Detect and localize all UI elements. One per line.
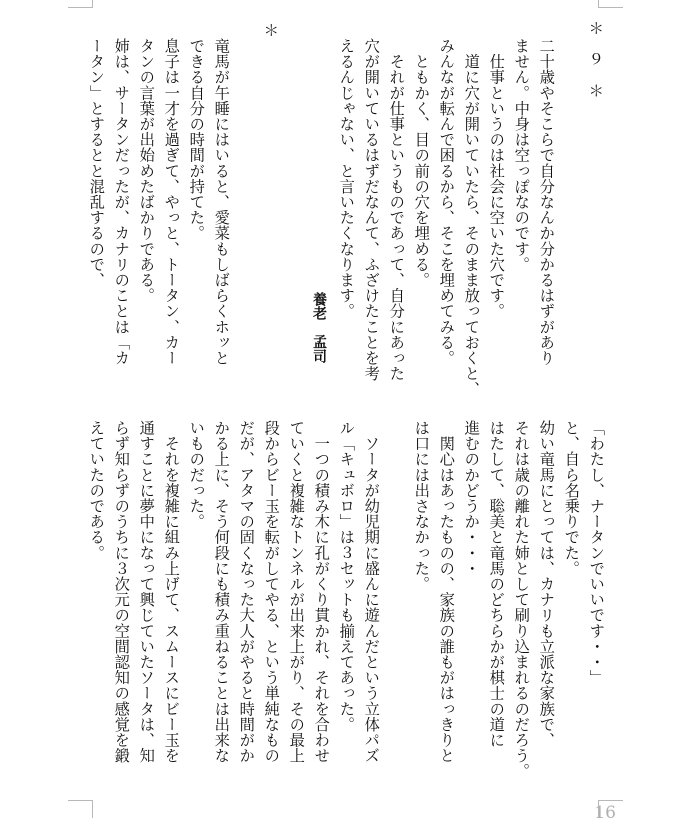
corner-mark-top-left-h [68,7,93,8]
text-column: ともかく、目の前の穴を埋める。 [412,38,431,288]
text-column: それを複雑に組み上げて、スムースにビー玉を [162,420,181,764]
corner-mark-bottom-right-h [598,800,623,801]
text-column: ル「キュボロ」は３セットも揃えてあった。 [337,420,356,732]
text-column: 穴が開いているはずだなんて、ふざけたことを考 [362,38,381,382]
author-name: 養老 孟司 [311,292,327,364]
text-column: できる自分の時間が持てた。 [187,38,206,241]
text-column: 通すことに夢中になって興じていたソータは、知 [137,420,156,764]
page-number: 16 [594,803,616,823]
text-column: かる上に、そう何段にも積み重ねることは出来な [212,420,231,764]
corner-mark-bottom-left-h [68,800,93,801]
corner-mark-top-right-v [598,0,599,8]
text-column: タンの言葉が出始めたばかりである。 [137,38,156,304]
text-column: ＊ ９ ＊ [586,20,605,98]
text-column: みんなが転んで困るから、そこを埋めてみる。 [437,38,456,366]
text-column: らず知らずのうちに３次元の空間認知の感覚を鍛 [112,420,131,764]
text-column: 二十歳やそこらで自分なんか分かるはずがあり [537,38,556,366]
text-column: 段からビー玉を転がしてやる、という単純なもの [262,420,281,764]
text-column: 関心はあったものの、家族の誰もがはっきりと [437,420,456,764]
text-column: 仕事というのは社会に空いた穴です。 [487,38,506,319]
text-column: 幼い竜馬にとっては、カナリも立派な家族で、 [537,420,556,748]
corner-mark-top-left-v [92,0,93,8]
text-column: ていくと複雑なトンネルが出来上がり、その最上 [287,420,306,764]
text-column: ＊ [261,22,280,38]
text-column: 一つの積み木に孔がくり貫かれ、それを合わせ [312,420,331,764]
corner-mark-bottom-left-v [92,800,93,818]
text-column: は口には出さなかった。 [412,420,431,592]
corner-mark-top-right-h [598,7,623,8]
text-column: えるんじゃない、と言いたくなります。 [337,38,356,319]
text-column: ソータが幼児期に盛んに遊んだという立体パズ [362,420,381,764]
text-column: ータン」とするとと混乱するので、 [87,38,106,288]
text-column: いものだった。 [187,420,206,530]
text-column: 「わたし、ナータンでいいです・・」 [587,420,606,686]
text-column: と、自ら名乗りでた。 [562,420,581,576]
text-column: それは歳の離れた姉として刷り込まれるのだろう。 [512,420,531,779]
text-column: 姉は、サータンだったが、カナリのことは「カ [112,38,131,366]
text-column: えていたのである。 [87,420,106,561]
text-column: 道に穴が開いていたら、そのまま放っておくと、 [462,38,481,397]
text-column: 進むのかどうか・・・ [462,420,481,576]
text-column: ません。中身は空っぽなのです。 [512,38,531,272]
text-column: 竜馬が午睡にはいると、愛菜もしばらくホッと [212,38,231,366]
text-column: だが、アタマの固くなった大人がやると時間がか [237,420,256,764]
text-column: それが仕事というものであって、自分にあった [387,38,406,382]
text-column: 息子は一才を過ぎて、やっと、トータン、カー [162,38,181,366]
text-column: はたして、聡美と竜馬のどちらかが棋士の道に [487,420,506,748]
